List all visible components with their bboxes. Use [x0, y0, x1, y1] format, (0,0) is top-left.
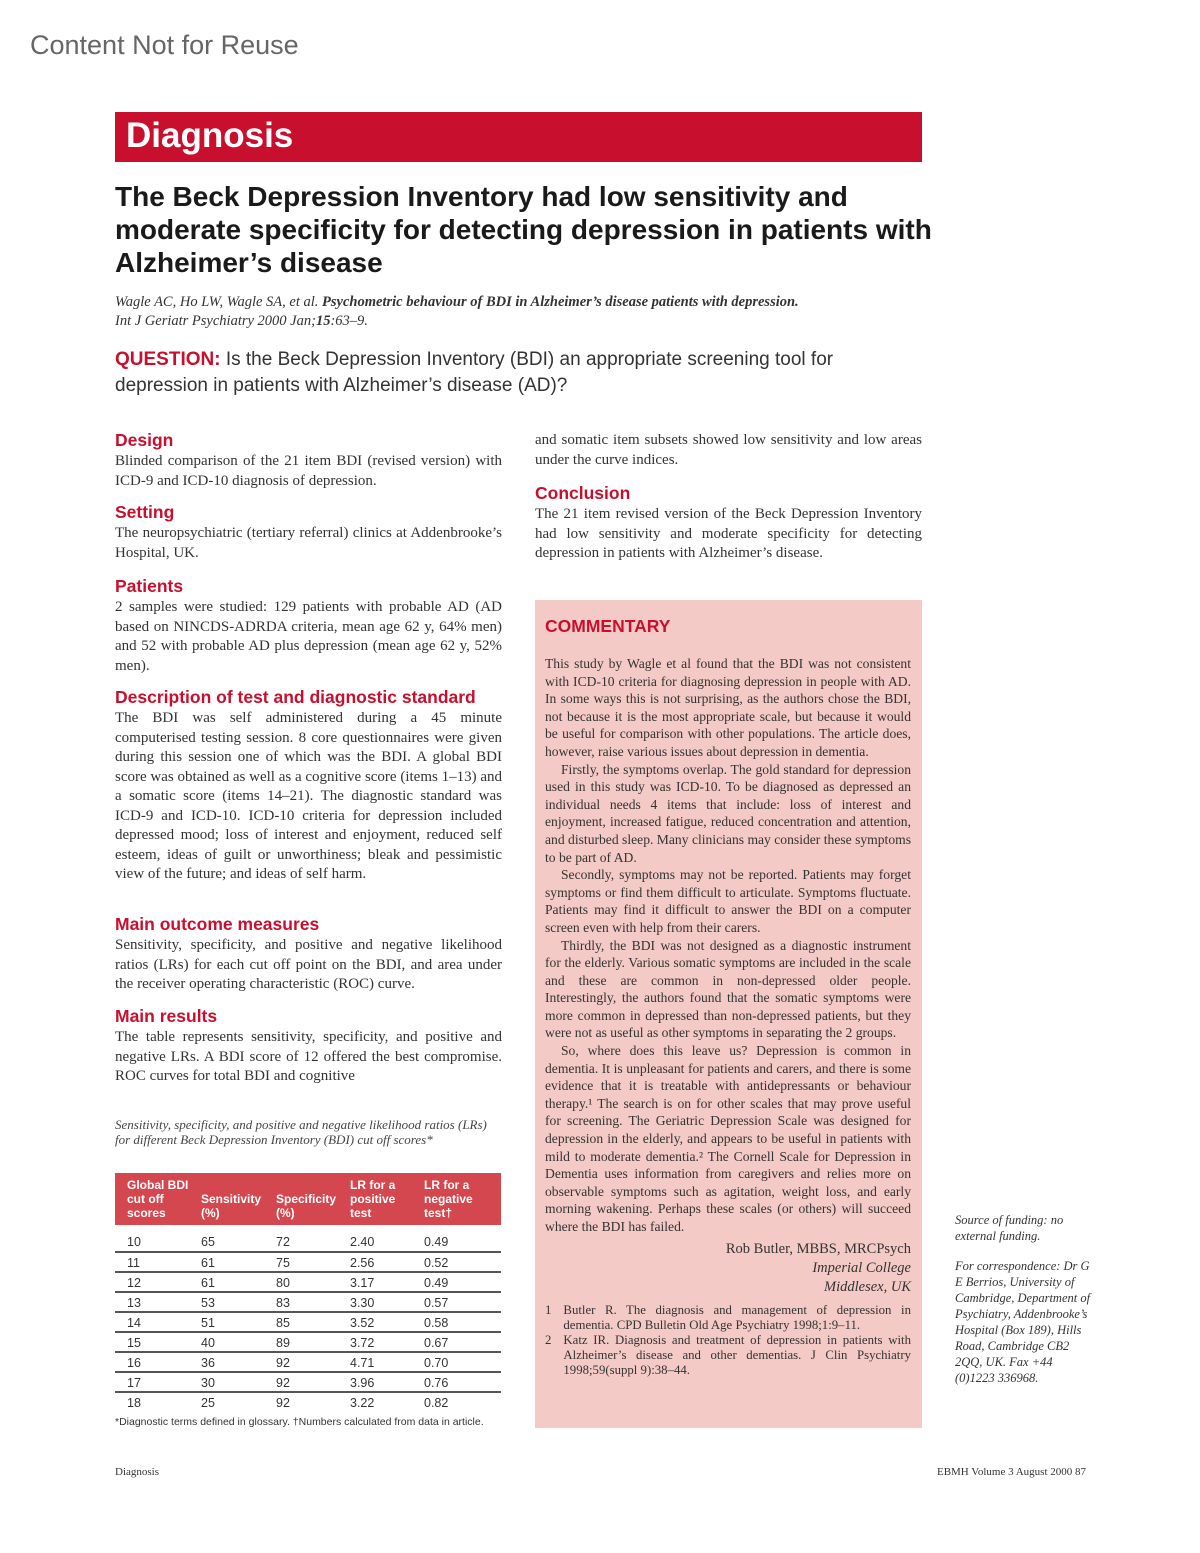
citation-volume: 15	[315, 313, 331, 329]
reference	[545, 1303, 911, 1333]
table-row	[115, 1352, 501, 1372]
affiliation: Middlesex, UK	[824, 1278, 911, 1295]
references	[545, 1303, 911, 1378]
table-cell: 0.82	[424, 1396, 449, 1410]
section-heading: Setting	[115, 502, 175, 522]
section-text: Sensitivity, specificity, and positive and negative likelihood ratios (LRs) for each cut off point on the BDI, and area under the receiver operating characteristic (ROC) curve.	[115, 937, 502, 992]
table-row	[115, 1332, 501, 1352]
table-header-row	[115, 1173, 501, 1225]
table-cell: 4.71	[338, 1352, 412, 1372]
section-description	[115, 687, 502, 885]
table-cell: 75	[264, 1252, 338, 1272]
reference-number: 1	[545, 1302, 552, 1317]
commentary-box	[535, 600, 922, 1428]
table-cell: 36	[189, 1352, 264, 1372]
table-cell: 30	[189, 1372, 264, 1392]
section-banner: Diagnosis	[115, 112, 922, 162]
table-cell: 13	[115, 1292, 189, 1312]
table-cell: 53	[189, 1292, 264, 1312]
table-cell: 25	[201, 1396, 215, 1410]
commentary-heading: COMMENTARY	[545, 616, 671, 636]
reference-text: Katz IR. Diagnosis and treatment of depression in patients with Alzheimer’s disease and other dementias. J Clin Psychiatry 1998;59(suppl 9):38–44.	[563, 1332, 911, 1377]
table-cell: 72	[264, 1225, 338, 1252]
table-cell: 80	[264, 1272, 338, 1292]
reference-number: 2	[545, 1332, 552, 1347]
section-setting	[115, 502, 502, 563]
commentary-paragraph: This study by Wagle et al found that the BDI was not consistent with ICD-10 criteria for diagnosing depression in people with AD. In some ways this is not surprising, as the authors chose the BDI, not because it is the most appropriate scale, but because it would be useful for comparison with other populations. The article does, however, raise various issues about depression in dementia.	[545, 656, 911, 759]
column-header: LR for a negative test†	[412, 1173, 501, 1225]
footer-journal: EBMH Volume 3 August 2000 87	[936, 1466, 1086, 1478]
section-heading: Main outcome measures	[115, 914, 320, 934]
citation-journal: Int J Geriatr Psychiatry 2000 Jan;	[115, 313, 316, 329]
reference-text: Butler R. The diagnosis and management of depression in dementia. CPD Bulletin Old Age Psychiatry 1998;1:9–11.	[563, 1302, 911, 1332]
table-caption: Sensitivity, specificity, and positive and negative likelihood ratios (LRs) for different Beck Depression Inventory (BDI) cut off scores*	[115, 1117, 487, 1147]
section-results	[115, 1006, 502, 1087]
side-notes	[955, 1212, 1095, 1386]
table-cell: 12	[115, 1272, 189, 1292]
table-row	[115, 1292, 501, 1312]
table-cell: 3.96	[338, 1372, 412, 1392]
table-cell: 40	[189, 1332, 264, 1352]
section-heading: Conclusion	[535, 483, 631, 503]
table-cell: 0.76	[412, 1372, 501, 1392]
table-cell: 3.22	[350, 1396, 375, 1410]
section-text: 2 samples were studied: 129 patients with probable AD (AD based on NINCDS-ADRDA criteria, mean age 62 y, 64% men) and 52 with probable AD plus depression (mean age 62 y, 52% men).	[115, 599, 502, 674]
commentary-paragraph: Secondly, symptoms may not be reported. Patients may forget symptoms or find them difficult to articulate. Symptoms fluctuate. Patients may find it difficult to answer the BDI on a computer screen even with help from their carers.	[545, 867, 911, 935]
table-cell: 51	[189, 1312, 264, 1332]
section-text: The BDI was self administered during a 45 minute computerised testing session. 8 core questionnaires were given during this session one of which was the BDI. A global BDI score was obtained as well as a cognitive score (items 1–13) and a somatic score (items 14–21). The diagnostic standard was ICD-9 and ICD-10. ICD-10 criteria for depression included depressed mood; loss of interest and enjoyment, reduced self esteem, ideas of guilt or unworthiness; bleak and pessimistic view of the future; and ideas of self harm.	[115, 710, 502, 882]
commentary-paragraph: Thirdly, the BDI was not designed as a diagnostic instrument for the elderly. Various somatic symptoms are included in the scale and these are common in non-depressed older people. Interestingly, the authors found that the somatic symptoms were more common in depressed than non-depressed patients, but they were not as useful as other symptoms in separating the 2 groups.	[545, 937, 911, 1041]
table-cell: 85	[264, 1312, 338, 1332]
column-header: Global BDI cut off scores	[115, 1173, 189, 1225]
section-heading: Main results	[115, 1006, 218, 1026]
table-cell: 92	[276, 1396, 290, 1410]
citation-authors: Wagle AC, Ho LW, Wagle SA, et al.	[115, 294, 319, 310]
watermark: Content Not for Reuse	[30, 30, 299, 60]
table-cell: 3.72	[338, 1332, 412, 1352]
table-cell: 3.30	[338, 1292, 412, 1312]
table-cell: 14	[115, 1312, 189, 1332]
section-text: The table represents sensitivity, specificity, and positive and negative LRs. A BDI score of 12 offered the best compromise. ROC curves for total BDI and cognitive	[115, 1029, 502, 1084]
table-row	[115, 1225, 501, 1252]
table-cell: 0.70	[412, 1352, 501, 1372]
table-cell: 16	[115, 1352, 189, 1372]
table-footnote: *Diagnostic terms defined in glossary. †Numbers calculated from data in article.	[115, 1416, 484, 1428]
table-cell: 2.56	[338, 1252, 412, 1272]
table-row	[115, 1372, 501, 1392]
section-design	[115, 430, 502, 491]
citation-article: Psychometric behaviour of BDI in Alzheimer’s disease patients with depression.	[322, 294, 799, 310]
table-cell: 61	[189, 1272, 264, 1292]
table-cell: 0.67	[412, 1332, 501, 1352]
section-heading: Design	[115, 430, 174, 450]
column-header: LR for a positive test	[338, 1173, 412, 1225]
footer-section: Diagnosis	[115, 1466, 159, 1478]
correspondence-note: For correspondence: Dr G E Berrios, University of Cambridge, Department of Psychiatry, Addenbrooke’s Hospital (Box 189), Hills Road, Cambridge CB2 2QQ, UK. Fax +44 (0)1223 336968.	[955, 1259, 1091, 1385]
table-cell: 10	[115, 1225, 189, 1252]
table-row	[115, 1252, 501, 1272]
table-cell: 0.52	[412, 1252, 501, 1272]
column-header: Sensitivity (%)	[189, 1173, 264, 1225]
table-cell: 2.40	[338, 1225, 412, 1252]
table-cell: 0.58	[412, 1312, 501, 1332]
table-cell: 0.49	[412, 1225, 501, 1252]
citation-pages: :63–9.	[330, 313, 368, 329]
table-cell: 89	[264, 1332, 338, 1352]
article-title: The Beck Depression Inventory had low sensitivity and moderate specificity for detecting depression in patients with Alzheimer’s disease	[115, 181, 932, 278]
section-text: Blinded comparison of the 21 item BDI (revised version) with ICD-9 and ICD-10 diagnosis of depression.	[115, 453, 502, 489]
table-cell: 11	[115, 1252, 189, 1272]
table-cell: 83	[264, 1292, 338, 1312]
results-table	[115, 1173, 501, 1412]
section-heading: Patients	[115, 576, 184, 596]
table-cell: 92	[264, 1372, 338, 1392]
commentary-signature	[545, 1240, 911, 1297]
table-cell: 0.57	[412, 1292, 501, 1312]
table-row	[115, 1392, 501, 1412]
table-cell: 18	[127, 1396, 141, 1410]
section-patients	[115, 576, 502, 676]
question-label: QUESTION:	[115, 349, 221, 370]
section-text: The neuropsychiatric (tertiary referral) clinics at Addenbrooke’s Hospital, UK.	[115, 525, 502, 561]
table-row	[115, 1272, 501, 1292]
table-cell: 65	[189, 1225, 264, 1252]
table-cell: 3.17	[338, 1272, 412, 1292]
affiliation: Imperial College	[812, 1259, 911, 1276]
table-row	[115, 1312, 501, 1332]
author-name: Rob Butler, MBBS, MRCPsych	[725, 1240, 911, 1257]
question	[115, 347, 915, 399]
commentary-paragraph: Firstly, the symptoms overlap. The gold standard for depression used in this study was ICD-10. To be diagnosed as depressed an individual needs 4 items that include: loss of interest and enjoyment, increased fatigue, reduced concentration and attention, and disturbed sleep. Many clinicians may consider these symptoms to be part of AD.	[545, 761, 911, 865]
table-cell: 17	[115, 1372, 189, 1392]
commentary-paragraph: So, where does this leave us? Depression is common in dementia. It is unpleasant for patients and carers, and there is some evidence that it is treatable with antidepressants or behaviour therapy.¹ The search is on for other scales that may prove useful for screening. The Geriatric Depression Scale was designed for depression in the elderly, and appears to be useful in patients with mild to moderate dementia.² The Cornell Scale for Depression in Dementia uses information from caregivers and relies more on observable symptoms such as agitation, weight loss, and early morning wakening. Perhaps these scales (or others) will succeed where the BDI has failed.	[545, 1043, 911, 1234]
funding-note: Source of funding: no external funding.	[955, 1213, 1064, 1243]
results-continued: and somatic item subsets showed low sensitivity and low areas under the curve indices.	[535, 432, 922, 468]
citation	[115, 293, 915, 331]
section-outcomes	[115, 914, 502, 995]
section-heading: Description of test and diagnostic standard	[115, 687, 476, 707]
reference	[545, 1333, 911, 1378]
table-cell: 0.49	[412, 1272, 501, 1292]
section-conclusion	[535, 483, 922, 564]
section-text: The 21 item revised version of the Beck Depression Inventory had low sensitivity and moderate specificity for detecting depression in patients with Alzheimer’s disease.	[535, 506, 922, 561]
table-cell: 15	[115, 1332, 189, 1352]
column-header: Specificity (%)	[264, 1173, 338, 1225]
table-cell: 61	[189, 1252, 264, 1272]
table-cell: 92	[264, 1352, 338, 1372]
table-cell: 3.52	[338, 1312, 412, 1332]
question-text: Is the Beck Depression Inventory (BDI) an appropriate screening tool for depression in patients with Alzheimer’s disease (AD)?	[115, 349, 834, 396]
